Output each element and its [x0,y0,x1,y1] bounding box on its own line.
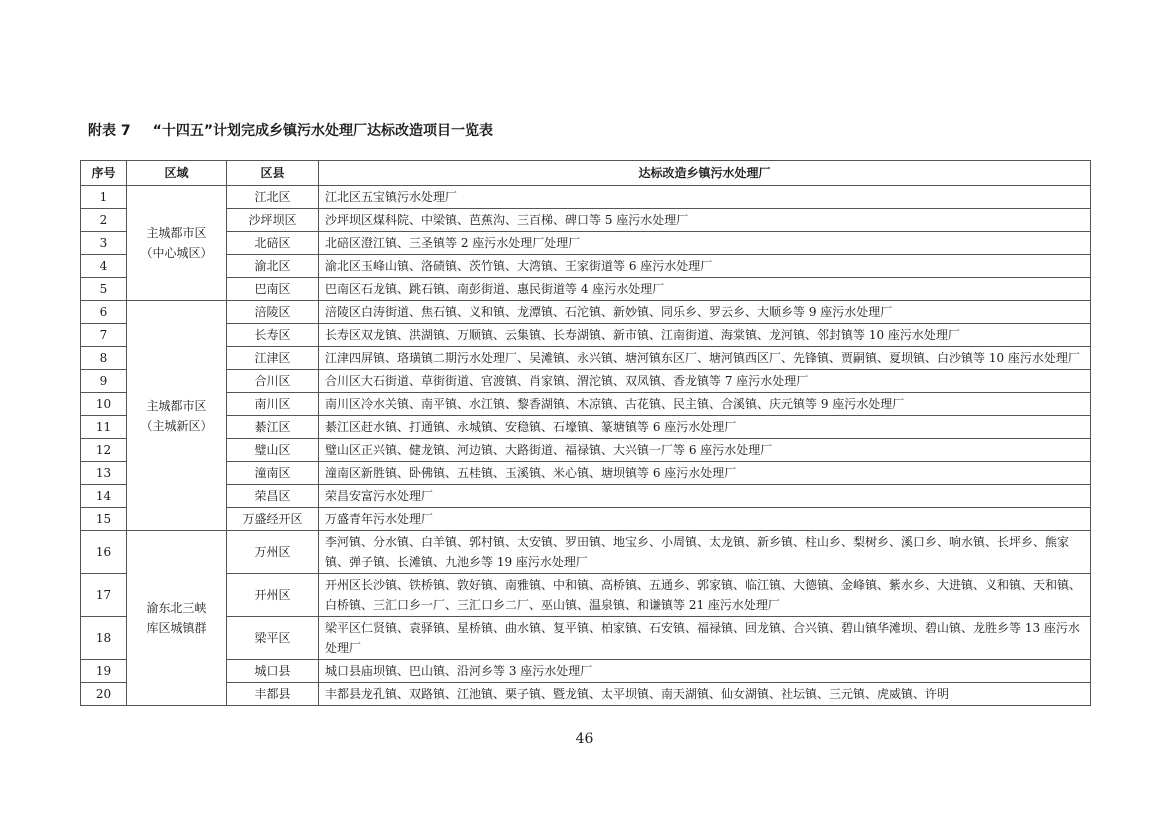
plants-cell: 万盛青年污水处理厂 [319,508,1091,531]
district-cell: 城口县 [227,660,319,683]
plants-cell: 开州区长沙镇、铁桥镇、敦好镇、南雅镇、中和镇、高桥镇、五通乡、郭家镇、临江镇、大德镇、金峰镇、紫水乡、大进镇、义和镇、天和镇、白桥镇、三汇口乡一厂、三汇口乡二厂、巫山镇、温泉镇、和谦镇等 21 座污水处理厂 [319,574,1091,617]
header-plants: 达标改造乡镇污水处理厂 [319,161,1091,186]
region-cell [127,186,227,301]
row-no: 8 [81,347,127,370]
row-no: 16 [81,531,127,574]
district-cell: 潼南区 [227,462,319,485]
district-cell: 丰都县 [227,683,319,706]
district-cell: 开州区 [227,574,319,617]
row-no: 5 [81,278,127,301]
district-cell: 江北区 [227,186,319,209]
plants-cell: 綦江区赶水镇、打通镇、永城镇、安稳镇、石壕镇、篆塘镇等 6 座污水处理厂 [319,416,1091,439]
region-line: 库区城镇群 [146,621,207,635]
row-no: 17 [81,574,127,617]
table-row [81,531,1091,574]
row-no: 12 [81,439,127,462]
row-no: 14 [81,485,127,508]
table-row [81,508,1091,531]
row-no: 11 [81,416,127,439]
row-no: 2 [81,209,127,232]
table-header-row [81,161,1091,186]
table-row [81,683,1091,706]
district-cell: 巴南区 [227,278,319,301]
district-cell: 万州区 [227,531,319,574]
district-cell: 北碚区 [227,232,319,255]
plants-cell: 巴南区石龙镇、跳石镇、南彭街道、惠民街道等 4 座污水处理厂 [319,278,1091,301]
row-no: 4 [81,255,127,278]
district-cell: 长寿区 [227,324,319,347]
table-row [81,485,1091,508]
table-row [81,462,1091,485]
plants-cell: 沙坪坝区煤科院、中梁镇、芭蕉沟、三百梯、碑口等 5 座污水处理厂 [319,209,1091,232]
region-line: （中心城区） [140,246,213,260]
table-row [81,370,1091,393]
plants-cell: 江津四屏镇、珞璜镇二期污水处理厂、吴滩镇、永兴镇、塘河镇东区厂、塘河镇西区厂、先锋镇、贾嗣镇、夏坝镇、白沙镇等 10 座污水处理厂 [319,347,1091,370]
row-no: 18 [81,617,127,660]
header-region: 区域 [127,161,227,186]
region-line: 渝东北三峡 [146,601,207,615]
plants-cell: 潼南区新胜镇、卧佛镇、五桂镇、玉溪镇、米心镇、塘坝镇等 6 座污水处理厂 [319,462,1091,485]
district-cell: 渝北区 [227,255,319,278]
plants-cell: 璧山区正兴镇、健龙镇、河边镇、大路街道、福禄镇、大兴镇一厂等 6 座污水处理厂 [319,439,1091,462]
row-no: 19 [81,660,127,683]
region-line: 主城都市区 [146,226,207,240]
title-main: “十四五”计划完成乡镇污水处理厂达标改造项目一览表 [152,123,494,139]
table-row [81,278,1091,301]
document-title [88,120,493,140]
plants-cell: 李河镇、分水镇、白羊镇、郭村镇、太安镇、罗田镇、地宝乡、小周镇、太龙镇、新乡镇、柱山乡、梨树乡、溪口乡、响水镇、长坪乡、熊家镇、弹子镇、长滩镇、九池乡等 19 座污水处理厂 [319,531,1091,574]
district-cell: 南川区 [227,393,319,416]
page-number: 46 [575,731,594,747]
region-line: 主城都市区 [146,398,207,413]
table-row [81,301,1091,324]
table-row [81,660,1091,683]
district-cell: 涪陵区 [227,301,319,324]
table-row [81,574,1091,617]
row-no: 7 [81,324,127,347]
plants-cell: 梁平区仁贤镇、袁驿镇、星桥镇、曲水镇、复平镇、柏家镇、石安镇、福禄镇、回龙镇、合兴镇、碧山镇华滩坝、碧山镇、龙胜乡等 13 座污水处理厂 [319,617,1091,660]
title-prefix: 附表 7 [88,123,131,139]
header-district: 区县 [227,161,319,186]
table-row [81,347,1091,370]
row-no: 6 [81,301,127,324]
plants-cell: 丰都县龙孔镇、双路镇、江池镇、栗子镇、暨龙镇、太平坝镇、南天湖镇、仙女湖镇、社坛镇、三元镇、虎威镇、许明 [319,683,1091,706]
district-cell: 合川区 [227,370,319,393]
district-cell: 沙坪坝区 [227,209,319,232]
district-cell: 璧山区 [227,439,319,462]
table-row [81,209,1091,232]
row-no: 9 [81,370,127,393]
row-no: 20 [81,683,127,706]
plants-cell: 城口县庙坝镇、巴山镇、沿河乡等 3 座污水处理厂 [319,660,1091,683]
plants-cell: 合川区大石街道、草街街道、官渡镇、肖家镇、渭沱镇、双凤镇、香龙镇等 7 座污水处理厂 [319,370,1091,393]
district-cell: 万盛经开区 [227,508,319,531]
project-table [80,160,1091,706]
plants-cell: 渝北区玉峰山镇、洛碛镇、茨竹镇、大湾镇、王家街道等 6 座污水处理厂 [319,255,1091,278]
district-cell: 綦江区 [227,416,319,439]
table-row [81,324,1091,347]
row-no: 15 [81,508,127,531]
plants-cell: 北碚区澄江镇、三圣镇等 2 座污水处理厂处理厂 [319,232,1091,255]
plants-cell: 荣昌安富污水处理厂 [319,485,1091,508]
row-no: 13 [81,462,127,485]
table-row [81,617,1091,660]
district-cell: 江津区 [227,347,319,370]
plants-cell: 南川区冷水关镇、南平镇、水江镇、黎香湖镇、木凉镇、古花镇、民主镇、合溪镇、庆元镇等 9 座污水处理厂 [319,393,1091,416]
table-row [81,255,1091,278]
district-cell: 荣昌区 [227,485,319,508]
plants-cell: 江北区五宝镇污水处理厂 [319,186,1091,209]
row-no: 10 [81,393,127,416]
table-row [81,232,1091,255]
region-cell [127,531,227,706]
region-cell [127,301,227,531]
plants-cell: 涪陵区白涛街道、焦石镇、义和镇、龙潭镇、石沱镇、新妙镇、同乐乡、罗云乡、大顺乡等 9 座污水处理厂 [319,301,1091,324]
table-row [81,186,1091,209]
district-cell: 梁平区 [227,617,319,660]
plants-cell: 长寿区双龙镇、洪湖镇、万顺镇、云集镇、长寿湖镇、新市镇、江南街道、海棠镇、龙河镇、邻封镇等 10 座污水处理厂 [319,324,1091,347]
table-row [81,393,1091,416]
row-no: 3 [81,232,127,255]
region-line: （主城新区） [140,418,213,433]
table-row [81,439,1091,462]
row-no: 1 [81,186,127,209]
header-no: 序号 [81,161,127,186]
table-row [81,416,1091,439]
